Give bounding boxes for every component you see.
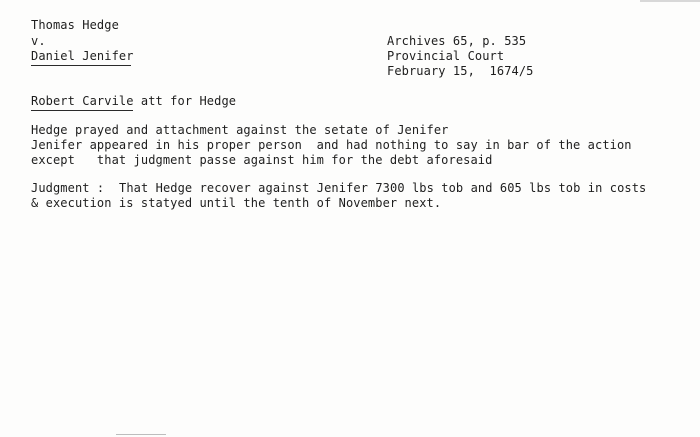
card-edge-mark [116, 434, 166, 435]
judgment-label: Judgment : [31, 181, 105, 195]
judgment-line: That Hedge recover against Jenifer 7300 lbs tob and 605 lbs tob in costs [119, 181, 647, 195]
court-name: Provincial Court [387, 49, 505, 63]
attorney-underline [31, 110, 133, 111]
archives-citation: Archives 65, p. 535 [387, 34, 527, 48]
card-edge-mark [640, 0, 700, 2]
case-date: February 15, 1674/5 [387, 64, 534, 78]
plaintiff-name: Thomas Hedge [31, 18, 119, 32]
body-line: Jenifer appeared in his proper person and had nothing to say in bar of the action [31, 138, 632, 152]
body-line: Hedge prayed and attachment against the setate of Jenifer [31, 123, 449, 137]
judgment-line: & execution is statyed until the tenth of November next. [31, 196, 442, 210]
attorney-line: Robert Carvile att for Hedge [31, 94, 237, 108]
versus-label: v. [31, 34, 46, 48]
body-line: except that judgment passe against him for the debt aforesaid [31, 153, 493, 167]
defendant-underline [31, 65, 131, 66]
defendant-name: Daniel Jenifer [31, 49, 134, 63]
